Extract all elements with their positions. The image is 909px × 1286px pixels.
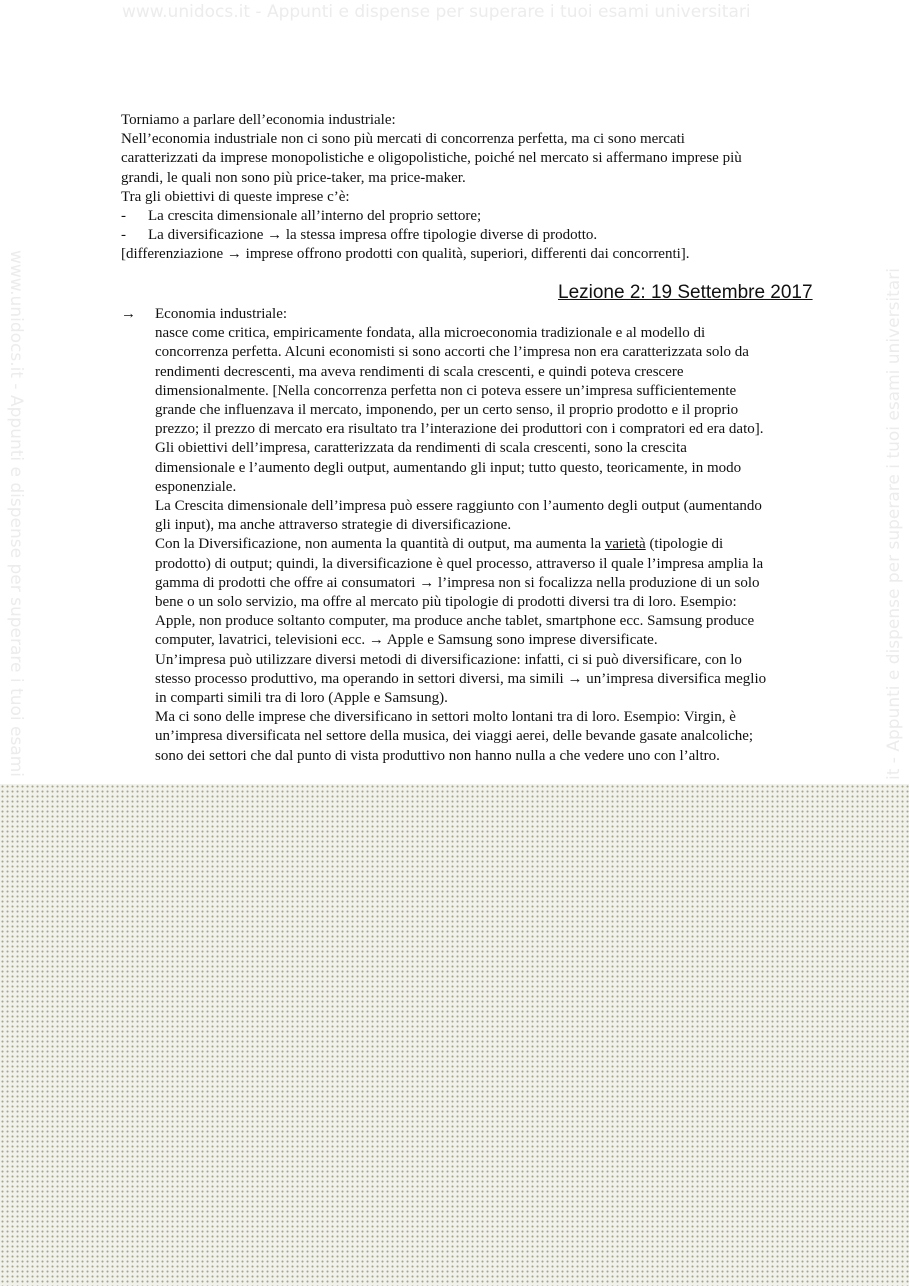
body-line: computer, lavatrici, televisioni ecc. → Apple e Samsung sono imprese diversificate. — [155, 632, 658, 649]
lesson-title: Economia industriale: — [155, 306, 288, 322]
body-line: grande che influenzava il mercato, imponendo, per un certo senso, il proprio prodotto e il proprio — [155, 402, 739, 419]
body-line: concorrenza perfetta. Alcuni economisti si sono accorti che l’impresa non era caratterizzata solo da — [155, 344, 749, 361]
watermark-top: www.unidocs.it - Appunti e dispense per superare i tuoi esami universitari — [122, 2, 751, 22]
body-line: stesso processo produttivo, ma operando in settori diversi, ma simili → un’impresa diversifica meglio — [155, 670, 767, 687]
watermark-left: www.unidocs.it - Appunti e dispense per superare i tuoi esami — [6, 250, 26, 778]
intro-closing: [differenziazione → imprese offrono prodotti con qualità, superiori, differenti dai concorrenti]. — [121, 246, 690, 263]
intro-line: Torniamo a parlare dell’economia industriale: — [121, 112, 396, 128]
lesson-section — [121, 305, 851, 804]
intro-line: grandi, le quali non sono più price-taker, ma price-maker. — [121, 169, 466, 186]
body-line: Gli obiettivi dell’impresa, caratterizzata da rendimenti di scala crescenti, sono la crescita — [155, 440, 687, 457]
preview-blur-overlay — [0, 784, 909, 1286]
bullet-item — [121, 226, 841, 245]
body-line: nasce come critica, empiricamente fondata, alla microeconomia tradizionale e al modello di — [155, 325, 706, 342]
body-line: dimensionale e l’aumento degli output, aumentando gli input; tutto questo, teoricamente, in modo — [155, 459, 742, 476]
body-line: prodotto) di output; quindi, la diversificazione è quel processo, attraverso il quale l’impresa amplia la — [155, 555, 764, 572]
body-line: Ma ci sono delle imprese che diversificano in settori molto lontani tra di loro. Esempio: Virgin, è — [155, 709, 736, 726]
intro-block — [121, 111, 841, 265]
body-line: Un’impresa può utilizzare diversi metodi di diversificazione: infatti, ci si può diversificare, con lo — [155, 651, 742, 668]
watermark-right: it - Appunti e dispense per superare i tuoi esami universitari — [884, 268, 904, 780]
varieta-after: (tipologie di — [645, 536, 724, 553]
body-line: dimensionalmente. [Nella concorrenza perfetta non ci poteva essere un’impresa sufficientemente — [155, 382, 737, 399]
body-line: bene o un solo servizio, ma offre al mercato più tipologie di prodotti diversi tra di loro. Esempio: — [155, 594, 737, 611]
body-line: esponenziale. — [155, 478, 237, 495]
body-line: in comparti simili tra di loro (Apple e Samsung). — [155, 690, 448, 707]
intro-line: Tra gli obiettivi di queste imprese c’è: — [121, 188, 350, 205]
intro-line: Nell’economia industriale non ci sono più mercati di concorrenza perfetta, ma ci sono mercati — [121, 131, 685, 148]
body-line: Apple, non produce soltanto computer, ma produce anche tablet, smartphone ecc. Samsung produce — [155, 613, 755, 630]
paragraph-spacer — [155, 766, 845, 785]
body-line: gli input), ma anche attraverso strategie di diversificazione. — [155, 517, 512, 534]
bullet-marker: - — [121, 208, 126, 225]
body-line: prezzo; il prezzo di mercato era risultato tra l’interazione dei produttori con i compratori ed era dato]. — [155, 421, 764, 438]
lesson-body — [155, 324, 845, 804]
body-line: La Crescita dimensionale dell’impresa può essere raggiunto con l’aumento degli output (aumentando — [155, 498, 762, 515]
varieta-underlined: varietà — [604, 536, 646, 553]
bullet-text: La crescita dimensionale all’interno del proprio settore; — [148, 208, 482, 225]
bullet-text: La diversificazione → la stessa impresa offre tipologie diverse di prodotto. — [148, 227, 598, 244]
bullet-item — [121, 207, 841, 226]
varieta-before: Con la Diversificazione, non aumenta la quantità di output, ma aumenta la — [155, 536, 605, 553]
body-line: sono dei settori che dal punto di vista produttivo non hanno nulla a che vedere uno con l’altro. — [155, 747, 720, 764]
body-line: rendimenti decrescenti, ma aveva rendimenti di scala crescenti, e quindi poteva crescere — [155, 363, 684, 380]
body-line-varieta — [155, 535, 845, 554]
body-line: gamma di prodotti che offre ai consumatori → l’impresa non si focalizza nella produzione di un solo — [155, 574, 760, 591]
lesson-heading: Lezione 2: 19 Settembre 2017 — [558, 282, 813, 303]
lesson-title-row — [121, 305, 851, 324]
intro-line: caratterizzati da imprese monopolistiche e oligopolistiche, poiché nel mercato si affermano imprese più — [121, 150, 742, 167]
bullet-marker: - — [121, 227, 126, 244]
arrow-icon: → — [121, 306, 136, 322]
body-line: un’impresa diversificata nel settore della musica, dei viaggi aerei, delle bevande gasate analcoliche; — [155, 728, 754, 745]
